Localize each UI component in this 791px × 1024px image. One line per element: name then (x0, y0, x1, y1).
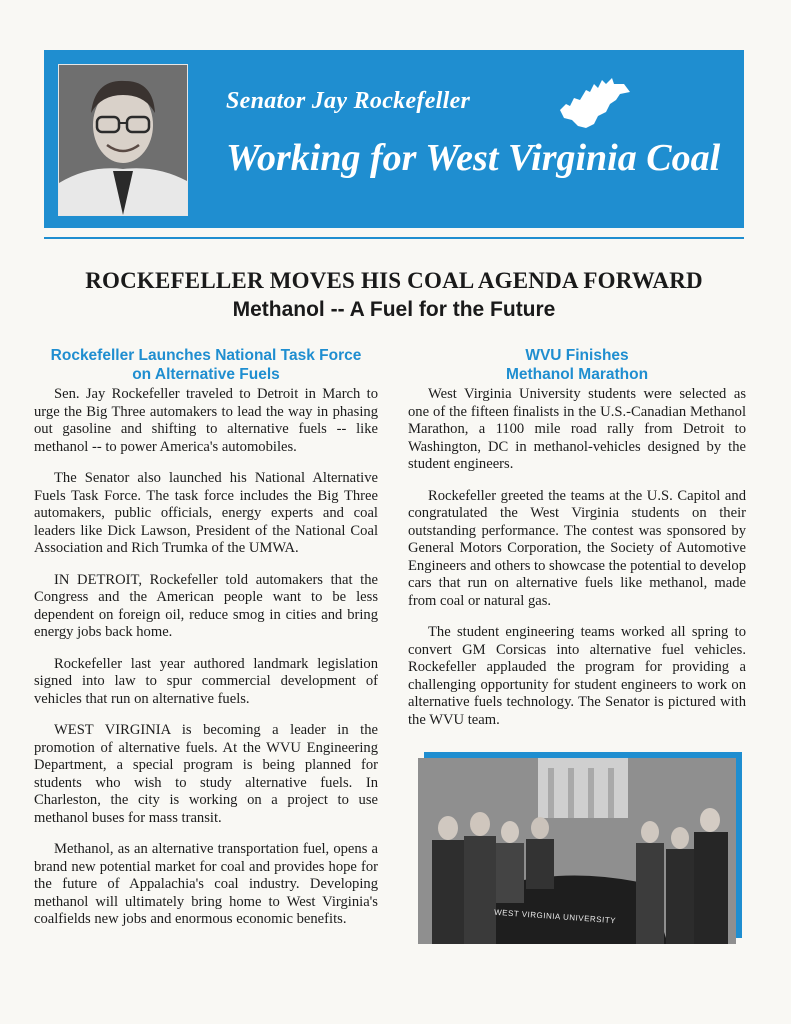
team-photo-caption: WEST VIRGINIA UNIVERSITY (493, 907, 617, 926)
banner-title-small: Senator Jay Rockefeller (226, 88, 471, 114)
right-paragraph: Rockefeller greeted the teams at the U.S. Capitol and congratulated the West Virginia students on their outstanding performance. The contest was sponsored by General Motors Corporation, the Society of Automotive Engineers and others to showcase the potential to develop cars that run on alternative fuels like methanol, made from coal or natural gas. (408, 487, 746, 609)
header-banner (44, 50, 744, 228)
left-paragraph: Sen. Jay Rockefeller traveled to Detroit in March to urge the Big Three automakers to lead the way in phasing out gasoline and shifting to alternative fuels -- like methanol -- to power America's automobiles. (34, 386, 378, 455)
left-paragraph: WEST VIRGINIA is becoming a leader in the promotion of alternative fuels. At the WVU Engineering Department, a special program is being planned for students who wish to study alternative fuels. In Charleston, the city is working on a project to use methanol buses for mass transit. (34, 722, 378, 826)
left-heading-line-1: Rockefeller Launches National Task Force (50, 347, 362, 364)
right-article-heading (408, 346, 746, 384)
right-paragraph: West Virginia University students were selected as one of the fifteen finalists in the U.S.-Canadian Methanol Marathon, a 1100 mile road rally from Detroit to Washington, DC in methanol-vehicles designed by the student engineers. (408, 386, 746, 472)
senator-portrait-photo (58, 64, 188, 216)
right-article (408, 346, 746, 743)
left-article-heading (34, 346, 378, 384)
left-paragraph: Methanol, as an alternative transportation fuel, opens a brand new potential market for coal and provides hope for the future of Appalachia's coal industry. Developing methanol will ultimately bring home to West Virginia's coalfields new jobs and enormous economic benefits. (34, 841, 378, 927)
left-heading-line-2: on Alternative Fuels (132, 366, 280, 383)
left-article (34, 346, 378, 943)
header-rule (44, 237, 744, 239)
left-paragraph: IN DETROIT, Rockefeller told automakers that the Congress and the American people want to be less dependent on foreign oil, reduce smog in cities and bring energy jobs back home. (34, 571, 378, 640)
left-paragraph: The Senator also launched his National Alternative Fuels Task Force. The task force includes the Big Three automakers, public officials, energy experts and coal leaders like Dick Lawson, President of the National Coal Association and Rich Trumka of the UMWA. (34, 470, 378, 556)
left-paragraph: Rockefeller last year authored landmark legislation signed into law to spur commercial development of vehicles that run on alternative fuels. (34, 655, 378, 707)
right-heading-line-1: WVU Finishes (525, 347, 629, 364)
main-subheadline: Methanol -- A Fuel for the Future (232, 298, 556, 321)
banner-title-large: Working for West Virginia Coal (226, 137, 721, 179)
right-heading-line-2: Methanol Marathon (505, 366, 649, 383)
main-headline: ROCKEFELLER MOVES HIS COAL AGENDA FORWARD (85, 268, 703, 293)
right-paragraph: The student engineering teams worked all spring to convert GM Corsicas into alternative fuel vehicles. Rockefeller applauded the program for providing a challenging opportunity for student engineers to work on alternative fuels technology. The Senator is pictured with the WVU team. (408, 624, 746, 728)
west-virginia-map-icon (556, 70, 632, 132)
